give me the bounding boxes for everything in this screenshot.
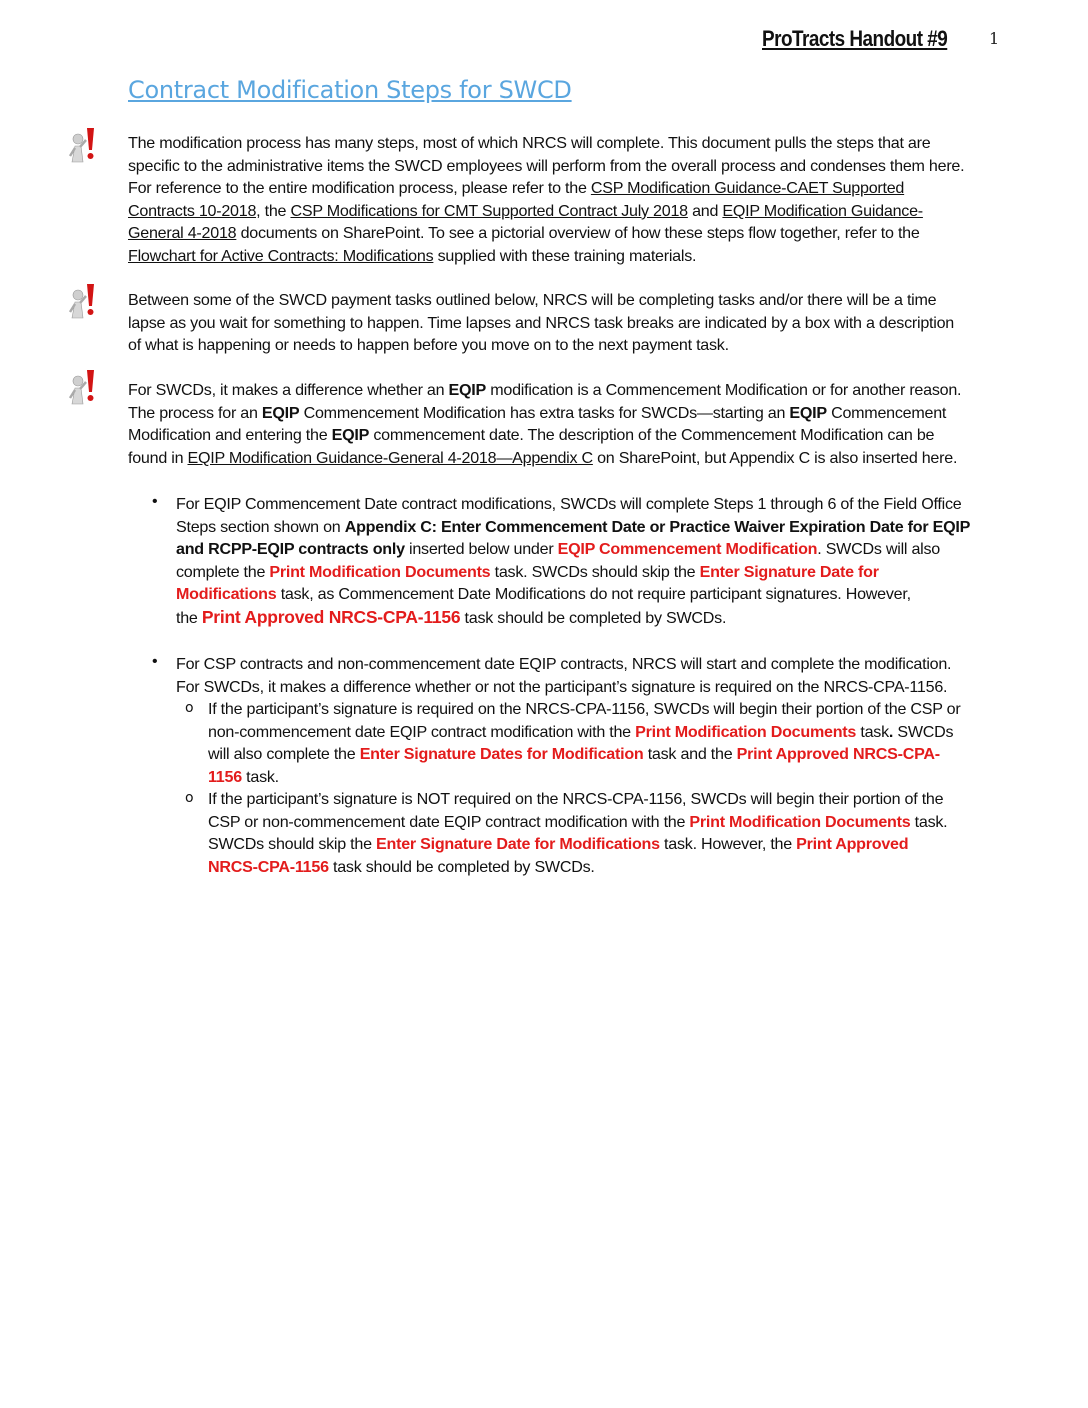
eqip-guidance-link[interactable]: EQIP Modification Guidance- bbox=[722, 201, 923, 220]
text-span: supplied with these training materials. bbox=[433, 246, 697, 265]
intro-paragraph bbox=[128, 132, 996, 268]
text-line bbox=[176, 516, 1006, 539]
text-span: . SWCDs will also bbox=[817, 540, 940, 559]
text-span: SWCDs should skip the bbox=[208, 835, 377, 854]
appendix-c-link[interactable]: EQIP Modification Guidance-General 4-2018—Appendix C bbox=[187, 448, 593, 467]
task-name-highlight: Print Modification Documents bbox=[269, 562, 491, 581]
text-span: modification is a Commencement Modification or for another reason. bbox=[486, 381, 962, 399]
text-line: Between some of the SWCD payment tasks outlined below, NRCS will be completing tasks and/or there will be a time bbox=[128, 291, 937, 309]
eqip-bold: EQIP bbox=[261, 403, 300, 422]
text-line bbox=[176, 606, 1006, 630]
text-line bbox=[176, 583, 1006, 606]
appendix-c-title: and RCPP-EQIP contracts only bbox=[176, 540, 405, 559]
text-span: CSP or non-commencement date EQIP contract modification with the bbox=[208, 812, 690, 831]
task-name-highlight: Print Approved bbox=[796, 835, 909, 854]
alert-figure-icon bbox=[66, 126, 100, 164]
text-line bbox=[208, 766, 1008, 789]
text-line bbox=[128, 177, 996, 200]
text-span: and bbox=[687, 201, 723, 220]
text-span: The process for an bbox=[128, 403, 262, 422]
text-span: task. bbox=[241, 767, 279, 786]
flowchart-link[interactable]: Flowchart for Active Contracts: Modifications bbox=[128, 246, 434, 265]
csp-cmt-modifications-link[interactable]: CSP Modifications for CMT Supported Contract July 2018 bbox=[290, 201, 688, 220]
text-line bbox=[208, 721, 1008, 744]
text-span: task. However, the bbox=[659, 835, 797, 854]
text-line: of what is happening or needs to happen before you move on to the next payment task. bbox=[128, 336, 729, 355]
csp-caet-guidance-link[interactable]: Contracts 10-2018, bbox=[128, 201, 261, 220]
text-line bbox=[128, 424, 996, 447]
text-line: specific to the administrative items the SWCD employees will perform from the overall process and condenses them here. bbox=[128, 156, 965, 175]
task-name-highlight: Enter Signature Date for Modifications bbox=[376, 835, 660, 854]
text-span: Commencement bbox=[826, 403, 947, 422]
text-span: task should be completed by SWCDs. bbox=[328, 857, 595, 876]
task-name-highlight: Enter Signature Dates for Modification bbox=[359, 745, 644, 764]
text-span: task bbox=[856, 722, 889, 741]
eqip-bold: EQIP bbox=[789, 403, 827, 422]
text-span: inserted below under bbox=[404, 540, 558, 559]
text-span: Steps section shown on bbox=[176, 517, 345, 536]
sub-bullet-marker: o bbox=[185, 790, 194, 806]
task-name-highlight: Print Modification Documents bbox=[689, 812, 911, 831]
text-span: complete the bbox=[176, 562, 270, 581]
text-line bbox=[176, 538, 1006, 561]
text-span: task. SWCDs should skip the bbox=[490, 562, 700, 581]
task-name-highlight: Modifications bbox=[176, 585, 277, 604]
task-name-highlight: NRCS-CPA-1156 bbox=[208, 857, 329, 876]
task-name-highlight: Print Modification Documents bbox=[635, 722, 857, 741]
text-span: task. bbox=[910, 812, 948, 831]
bullet-marker: • bbox=[152, 493, 158, 510]
alert-figure-icon bbox=[66, 368, 100, 406]
text-span: . bbox=[888, 722, 894, 741]
eqip-guidance-link[interactable]: General 4-2018 bbox=[128, 224, 237, 243]
text-span: non-commencement date EQIP contract modification with the bbox=[208, 722, 636, 741]
text-line bbox=[128, 200, 996, 223]
text-span: on SharePoint, but Appendix C is also inserted here. bbox=[592, 448, 958, 467]
text-line bbox=[176, 561, 1006, 584]
text-line: If the participant’s signature is required on the NRCS-CPA-1156, SWCDs will begin their portion of the CSP or bbox=[208, 700, 961, 718]
text-span: commencement date. The description of the Commencement Modification can be bbox=[369, 426, 935, 445]
csp-caet-guidance-link[interactable]: CSP Modification Guidance-CAET Supported bbox=[590, 179, 905, 198]
eqip-commencement-paragraph bbox=[128, 379, 996, 469]
text-span: task, as Commencement Date Modifications do not require participant signatures. However, bbox=[276, 585, 911, 604]
eqip-bold: EQIP bbox=[448, 381, 487, 399]
task-name-highlight: Enter Signature Date for bbox=[699, 562, 879, 581]
text-span: documents on SharePoint. To see a pictorial overview of how these steps flow together, refer to the bbox=[236, 224, 920, 243]
bullet-marker: • bbox=[152, 653, 158, 670]
sub-bullet-marker: o bbox=[185, 700, 194, 716]
text-line: For SWCDs, it makes a difference whether or not the participant’s signature is required on the NRCS-CPA-1156. bbox=[176, 677, 948, 696]
text-span: found in bbox=[128, 448, 188, 467]
document-title: Contract Modification Steps for SWCD bbox=[128, 76, 572, 104]
alert-figure-icon bbox=[66, 282, 100, 320]
text-span: task should be completed by SWCDs. bbox=[460, 608, 727, 627]
text-line bbox=[128, 245, 996, 268]
text-line bbox=[208, 811, 1008, 834]
text-span: Modification and entering the bbox=[128, 426, 332, 445]
appendix-c-title: Appendix C: Enter Commencement Date or Practice Waiver Expiration Date for EQIP bbox=[344, 517, 971, 536]
text-line bbox=[208, 743, 1008, 766]
text-line bbox=[128, 222, 996, 245]
text-line: The modification process has many steps, most of which NRCS will complete. This document pulls the steps that are bbox=[128, 134, 931, 152]
bullet-eqip-commencement bbox=[176, 493, 1006, 630]
page-number: 1 bbox=[989, 29, 1000, 48]
text-span: SWCDs bbox=[893, 722, 954, 741]
text-line bbox=[128, 379, 996, 402]
text-line bbox=[128, 447, 996, 470]
text-span: Commencement Modification has extra tasks for SWCDs—starting an bbox=[299, 403, 790, 422]
text-span: the bbox=[260, 201, 291, 220]
text-line bbox=[208, 856, 1008, 879]
task-name-highlight: Print Approved NRCS-CPA- bbox=[736, 745, 940, 764]
text-line: If the participant’s signature is NOT required on the NRCS-CPA-1156, SWCDs will begin their portion of the bbox=[208, 790, 944, 808]
bullet-csp-non-commencement bbox=[176, 653, 1006, 698]
text-line bbox=[128, 402, 996, 425]
eqip-bold: EQIP bbox=[331, 426, 370, 445]
task-name-highlight: 1156 bbox=[208, 767, 242, 786]
text-line: For CSP contracts and non-commencement date EQIP contracts, NRCS will start and complete the modification. bbox=[176, 655, 952, 673]
time-lapse-paragraph bbox=[128, 289, 996, 357]
sub-bullet-signature-required bbox=[208, 698, 1008, 788]
text-span: task and the bbox=[643, 745, 737, 764]
text-span: For SWCDs, it makes a difference whether an bbox=[128, 381, 449, 399]
text-span: will also complete the bbox=[208, 745, 360, 764]
text-line: lapse as you wait for something to happen. Time lapses and NRCS task breaks are indicated by a box with a description bbox=[128, 313, 954, 332]
task-name-highlight: EQIP Commencement Modification bbox=[557, 540, 818, 559]
task-name-highlight: Print Approved NRCS-CPA-1156 bbox=[201, 606, 461, 627]
sub-bullet-signature-not-required bbox=[208, 788, 1008, 878]
text-line bbox=[208, 833, 1008, 856]
text-span: For reference to the entire modification process, please refer to the bbox=[128, 179, 591, 198]
text-line: For EQIP Commencement Date contract modifications, SWCDs will complete Steps 1 through 6 of the Field Office bbox=[176, 495, 962, 513]
text-span: the bbox=[176, 608, 202, 627]
handout-title: ProTracts Handout #9 bbox=[762, 26, 948, 51]
